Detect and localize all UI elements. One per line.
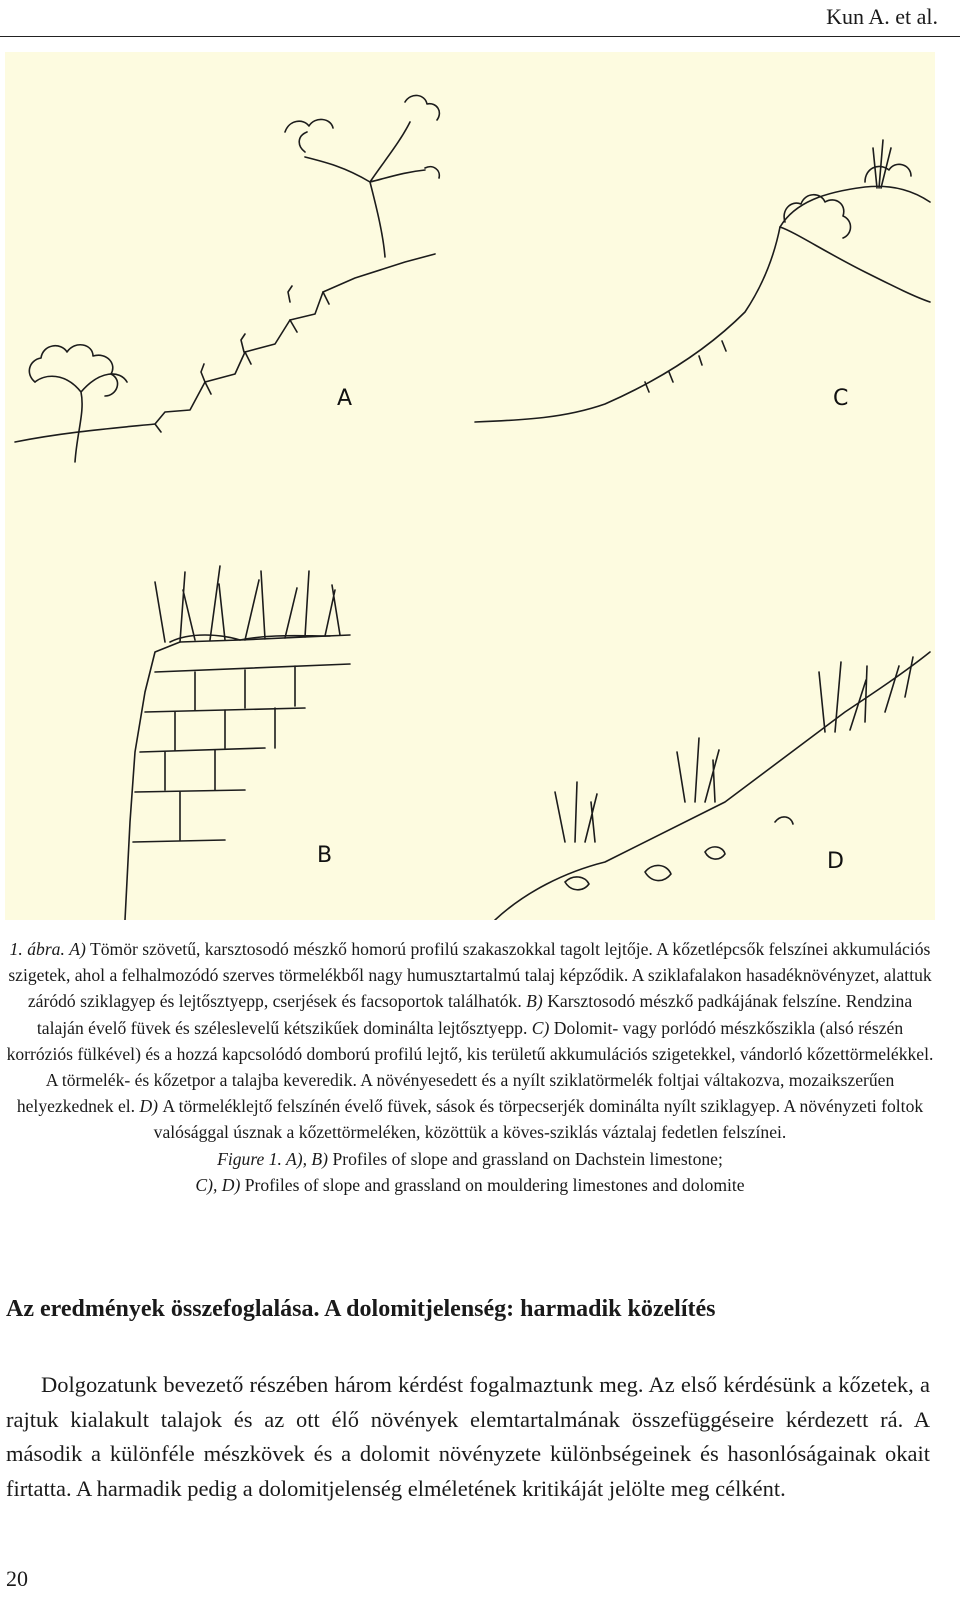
caption-hungarian [5,936,935,1146]
caption-c-text: Dolomit- vagy porlódó mészkősziklа (alsó részén korróziós fülkével) és a hozzá kapcsolódó domború profilú lejtő, kis területű akkumulációs szigetekkel, vándorló kőzettörmelékkel. A törmelék- és kőzetpor a talajba keveredik. A növényesedett és a nyílt sziklatörmelék foltjai váltakozva, mozaikszerűen helyezkednek el. [6,1017,934,1117]
caption-d-text: A törmeléklejtő felszínén évelő füvek, sások és törpecserjék dominálta nyílt sziklagyep. A növényzeti foltok valósággal úsznak a kőzettörmeléken, közöttük a köves-sziklás váztalaj fedetlen felszínei. [153,1096,924,1143]
caption-en-label: Figure 1. A), B) [217,1148,329,1169]
body-paragraph: Dolgozatunk bevezető részében három kérdést fogalmaztunk meg. Az első kérdésünk a kőzetek, a rajtuk kialakult talajok és az ott élő növények elemtartalmának összefüggéseire kérdezett rá. A második a különféle mészkövek és a dolomit növényzete különbségeinek és hasonlóságainak okait firtatta. A harmadik pedig a dolomitjelenség elméletének kritikáját jelölte meg célként. [6,1372,930,1501]
caption-b-label: B) [526,991,543,1012]
caption-en-text-1: Profiles of slope and grassland on Dachstein limestone; [332,1148,723,1169]
figure-caption [5,936,935,1198]
running-header-authors: Kun A. et al. [826,4,938,29]
running-header [0,0,960,40]
section-heading: Az eredmények összefoglalása. A dolomitjelenség: harmadik közelítés [6,1296,716,1322]
header-rule [0,36,960,37]
caption-label: 1. ábra. [9,939,65,959]
panel-label-c: C [833,386,849,411]
panel-d-drawing [495,652,930,920]
panel-c-drawing [475,140,930,422]
panel-label-b: B [317,843,333,868]
caption-a-text: Tömör szövetű, karsztosodó mészkő homorú profilú szakaszokkal tagolt lejtője. A kőzetlépcsők felszínei akkumulációs szigetek, ahol a felhalmozódó szerves törmelékből nagy humusztartalmú talaj képződik. A sziklafalakon hasadéknövényzet, alattuk záródó sziklagyep és lejtősztyepp, cserjések és facsoportok találhatók. [8,939,932,1012]
panel-label-a: A [337,386,353,411]
caption-b-text: Karsztosodó mészkő padkájának felszíne. Rendzina talaján évelő füvek és széleslevelű kétszikűek dominálta lejtősztyepp. [36,991,913,1038]
panel-a-drawing [15,95,439,462]
caption-en-text-2: Profiles of slope and grassland on mouldering limestones and dolomite [244,1174,745,1195]
panel-label-d: D [827,849,844,874]
caption-english-1 [5,1146,935,1172]
caption-a-label: A) [69,939,86,959]
caption-c-label: C) [531,1017,550,1038]
page-number: 20 [6,1566,28,1591]
figure-1-drawing [5,52,935,920]
caption-d-label: D) [139,1096,159,1117]
caption-english-2 [5,1172,935,1198]
body-text [6,1368,930,1506]
figure-1 [5,52,935,920]
caption-en-label-2: C), D) [195,1174,241,1195]
